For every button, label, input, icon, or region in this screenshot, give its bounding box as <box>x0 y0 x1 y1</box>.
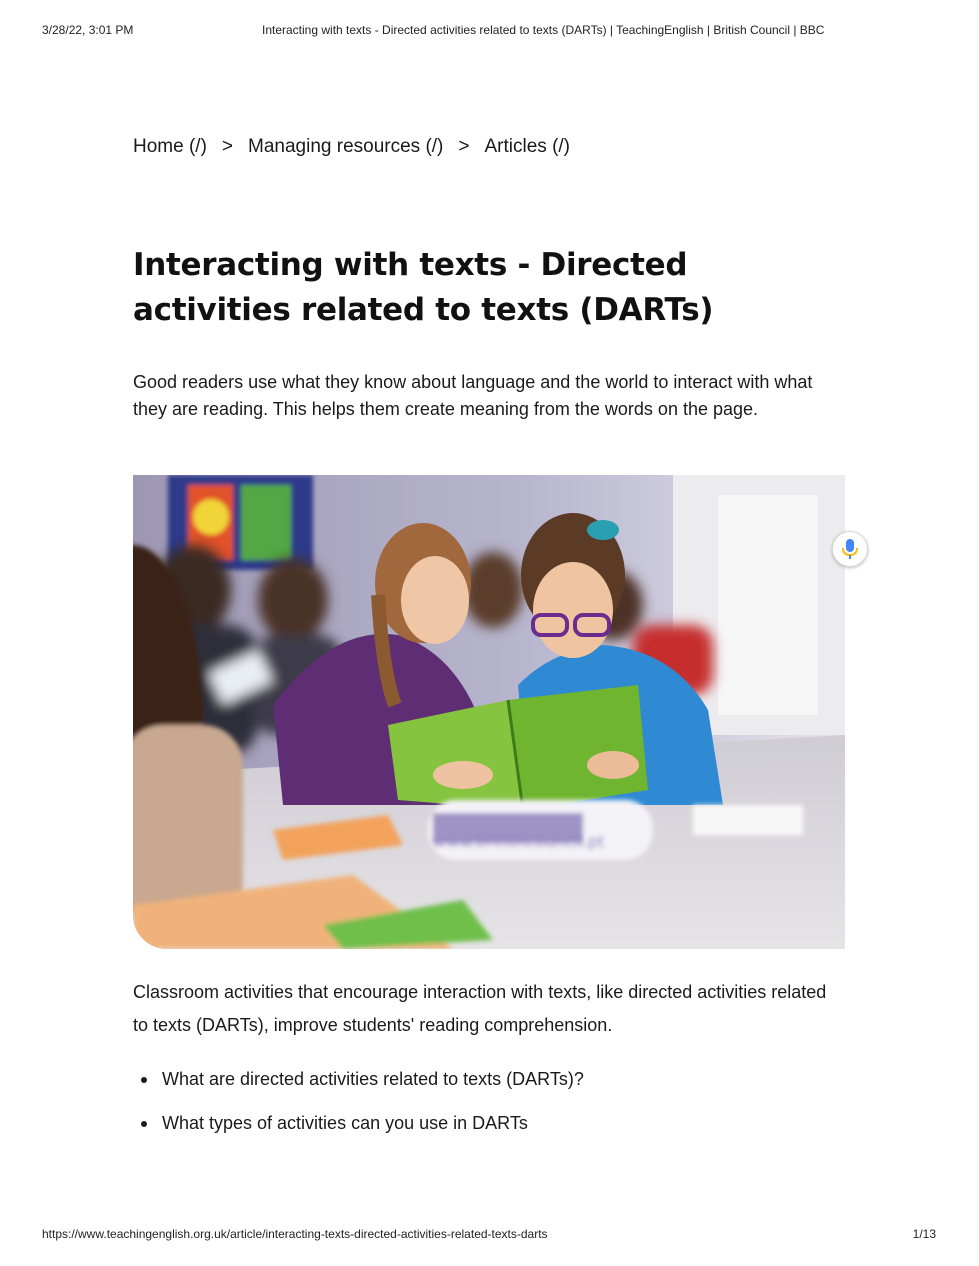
print-page-title: Interacting with texts - Directed activities related to texts (DARTs) | TeachingEnglish | British Council | BBC <box>262 23 825 37</box>
breadcrumb-managing-resources-link[interactable]: Managing resources (/) <box>248 136 444 157</box>
breadcrumb-home-link[interactable]: Home (/) <box>133 136 207 157</box>
breadcrumb-separator: > <box>221 136 234 157</box>
print-url: https://www.teachingenglish.org.uk/article/interacting-texts-directed-activities-related-texts-darts <box>42 1227 548 1241</box>
toc-item-types-of-activities[interactable]: What types of activities can you use in DARTs <box>133 1107 584 1151</box>
print-page-number: 1/13 <box>912 1227 936 1241</box>
breadcrumb-separator: > <box>458 136 470 157</box>
microphone-icon <box>841 538 859 560</box>
article-body: Classroom activities that encourage interaction with texts, like directed activities related to texts (DARTs), improve students' reading comprehension. <box>133 982 827 1035</box>
breadcrumb-articles-link[interactable]: Articles (/) <box>484 136 570 157</box>
article-toc-list <box>133 1063 584 1151</box>
article-hero-image <box>133 475 845 949</box>
toc-item-what-are-darts[interactable]: What are directed activities related to texts (DARTs)? <box>133 1063 584 1107</box>
photo-website-text: www.britishcouncil.pt <box>433 832 605 851</box>
print-datetime: 3/28/22, 3:01 PM <box>42 23 134 37</box>
breadcrumb <box>133 136 570 158</box>
article-title: Interacting with texts - Directed activities related to texts (DARTs) <box>133 247 714 328</box>
voice-input-button[interactable] <box>832 531 868 567</box>
classroom-photo <box>133 475 845 949</box>
article-intro: Good readers use what they know about language and the world to interact with what they are reading. This helps them create meaning from the words on the page. <box>133 372 813 419</box>
